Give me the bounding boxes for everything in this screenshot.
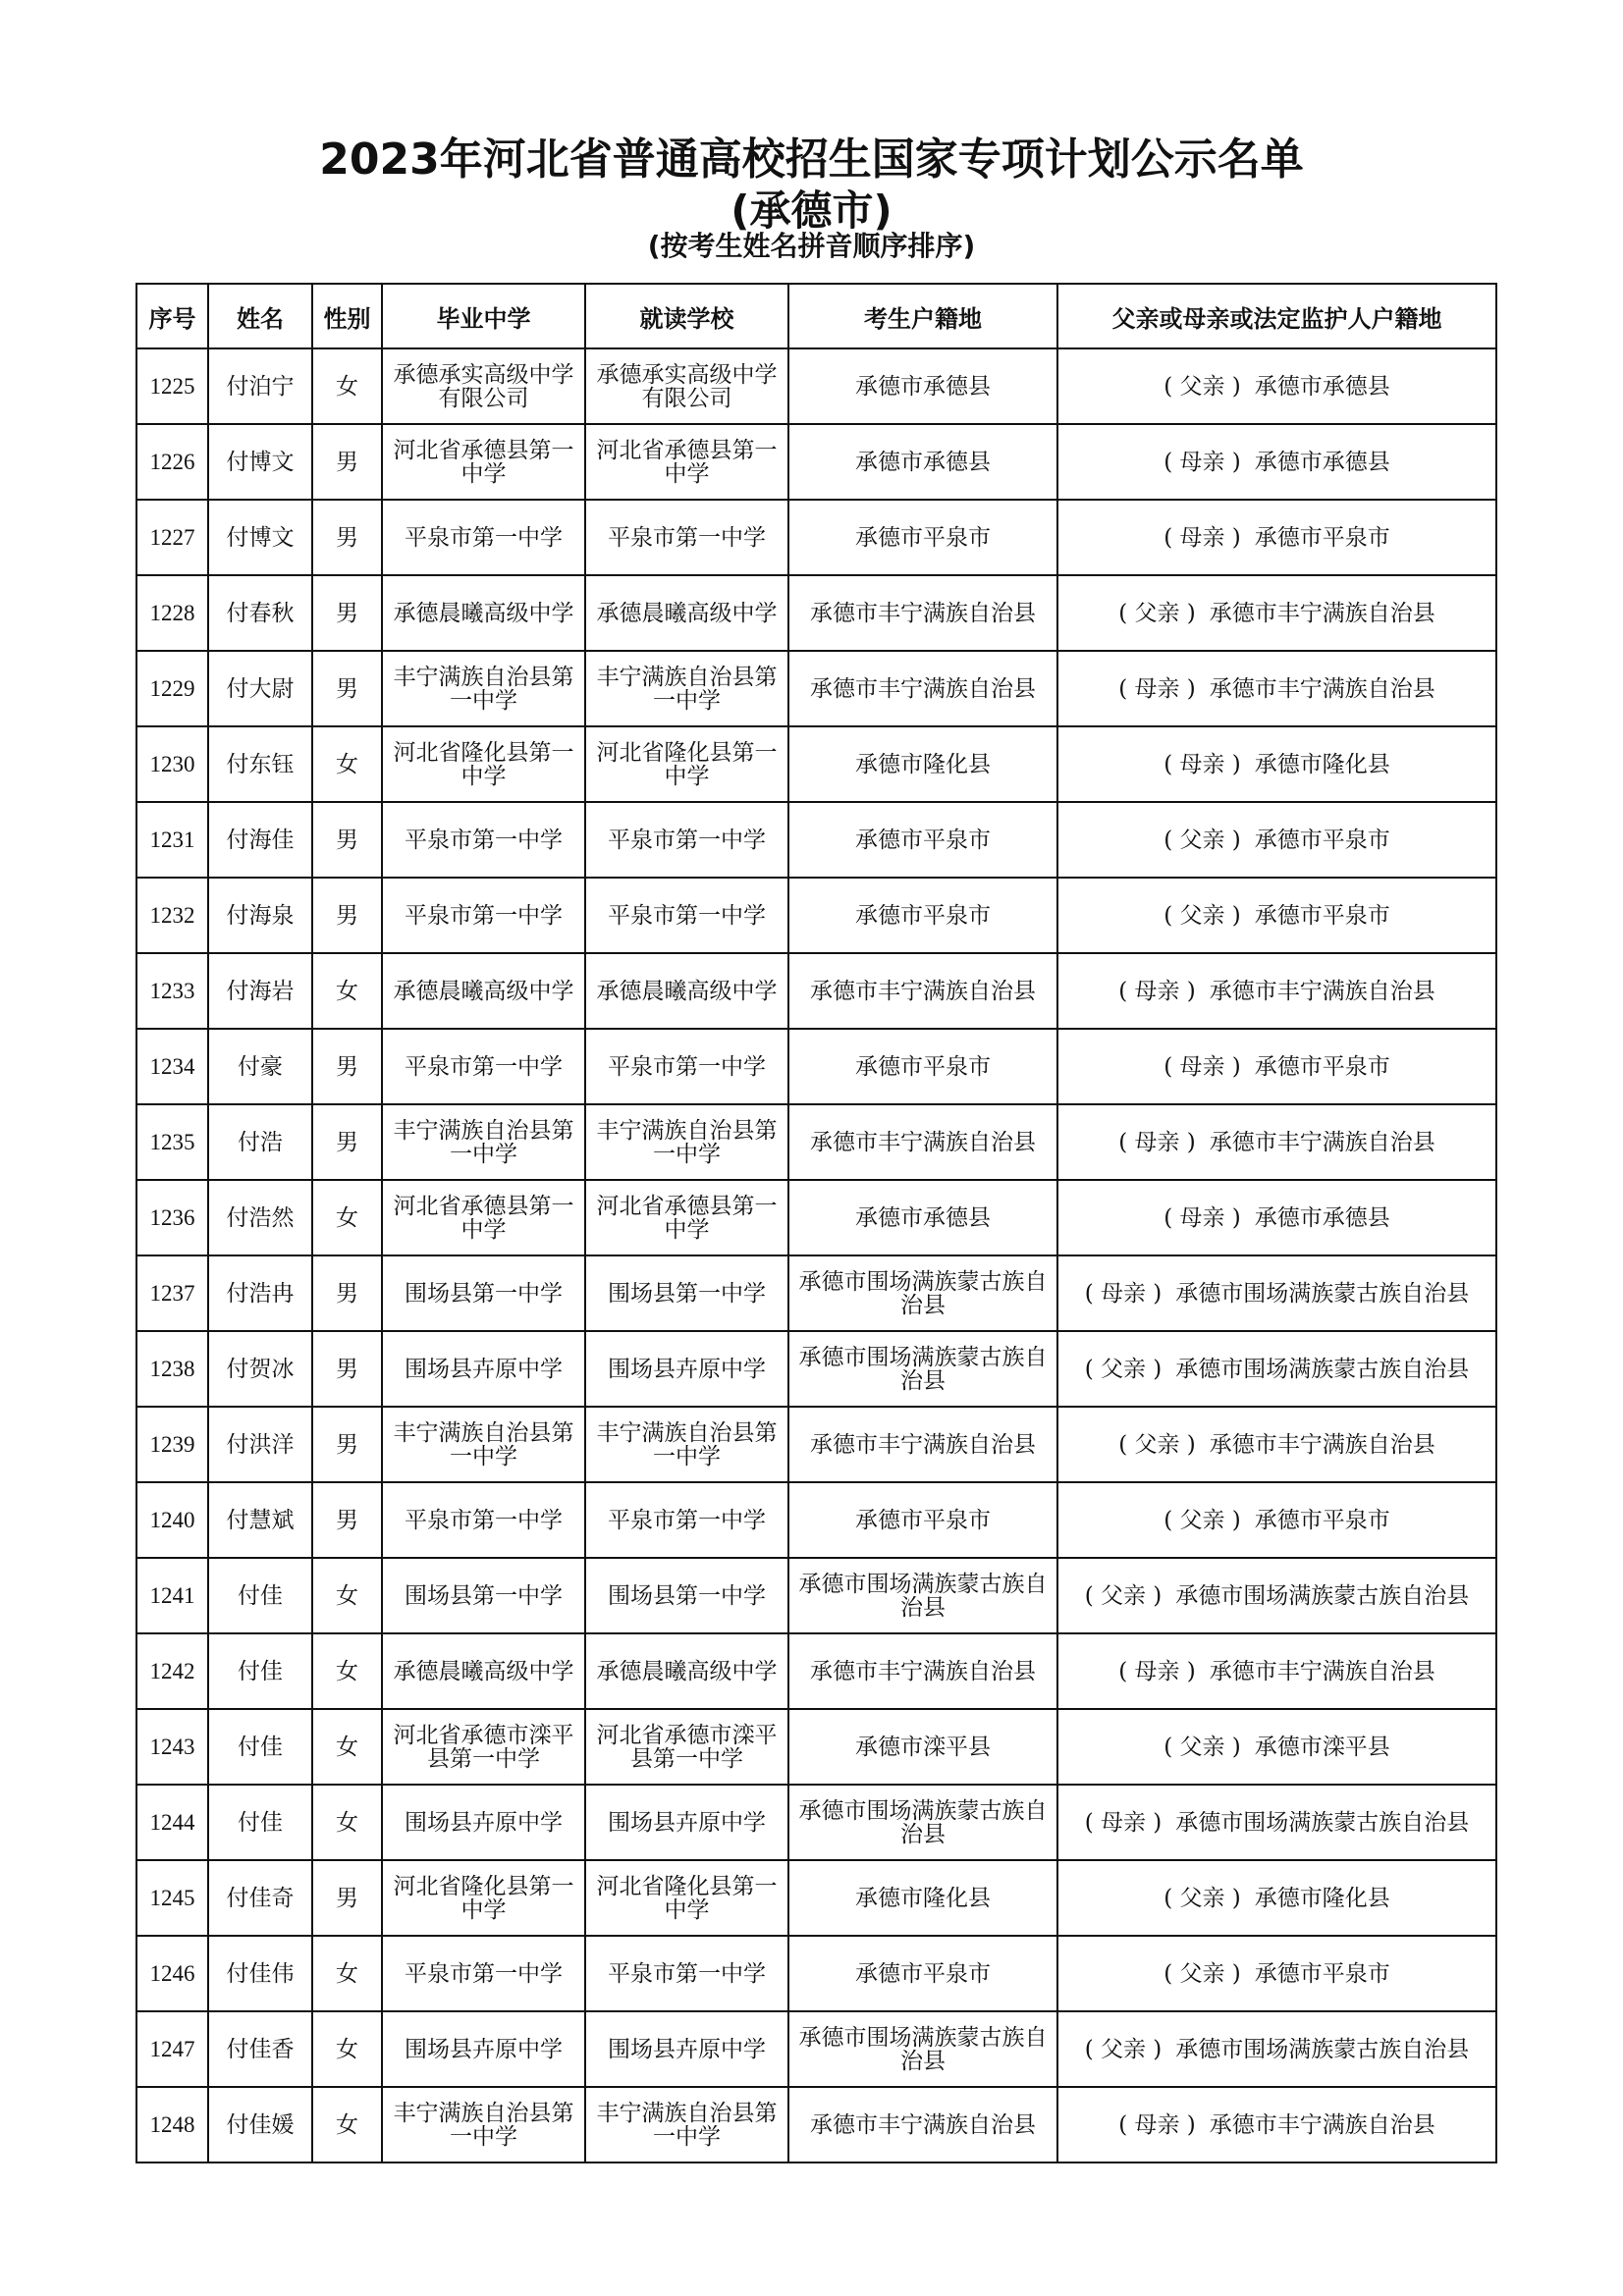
cell-current-school: 河北省承德县第一中学 xyxy=(585,1180,788,1255)
guardian-location: 承德市丰宁满族自治县 xyxy=(1209,675,1435,702)
table-row xyxy=(136,953,1496,1029)
cell-name: 付佳 xyxy=(208,1785,312,1860)
cell-name: 付海佳 xyxy=(208,802,312,878)
table-row xyxy=(136,651,1496,726)
cell-guardian-residence xyxy=(1057,1029,1496,1104)
table-row xyxy=(136,1104,1496,1180)
cell-gender: 男 xyxy=(312,1029,382,1104)
cell-current-school: 平泉市第一中学 xyxy=(585,878,788,953)
cell-id: 1243 xyxy=(136,1709,208,1785)
cell-id: 1232 xyxy=(136,878,208,953)
cell-residence: 承德市隆化县 xyxy=(788,726,1057,802)
cell-name: 付佳媛 xyxy=(208,2087,312,2163)
cell-name: 付海岩 xyxy=(208,953,312,1029)
sort-note: (按考生姓名拼音顺序排序) xyxy=(647,230,976,262)
cell-residence: 承德市围场满族蒙古族自治县 xyxy=(788,1331,1057,1407)
cell-guardian-residence xyxy=(1057,1255,1496,1331)
guardian-location: 承德市平泉市 xyxy=(1254,1053,1390,1080)
table-row xyxy=(136,1482,1496,1558)
table-row xyxy=(136,726,1496,802)
cell-grad-school: 围场县卉原中学 xyxy=(382,2011,585,2087)
cell-id: 1237 xyxy=(136,1255,208,1331)
cell-id: 1236 xyxy=(136,1180,208,1255)
guardian-location: 承德市围场满族蒙古族自治县 xyxy=(1175,2036,1470,2062)
table-row xyxy=(136,878,1496,953)
cell-id: 1248 xyxy=(136,2087,208,2163)
guardian-location: 承德市围场满族蒙古族自治县 xyxy=(1175,1582,1470,1609)
cell-residence: 承德市围场满族蒙古族自治县 xyxy=(788,1558,1057,1633)
cell-gender: 男 xyxy=(312,424,382,500)
cell-grad-school: 丰宁满族自治县第一中学 xyxy=(382,1407,585,1482)
cell-residence: 承德市承德县 xyxy=(788,1180,1057,1255)
cell-grad-school: 河北省承德县第一中学 xyxy=(382,424,585,500)
cell-grad-school: 平泉市第一中学 xyxy=(382,802,585,878)
cell-name: 付泊宁 xyxy=(208,348,312,424)
guardian-relation: ( 父亲 ) xyxy=(1163,1734,1241,1760)
cell-gender: 女 xyxy=(312,348,382,424)
cell-id: 1226 xyxy=(136,424,208,500)
cell-guardian-residence xyxy=(1057,1785,1496,1860)
guardian-relation: ( 父亲 ) xyxy=(1118,600,1196,626)
guardian-location: 承德市平泉市 xyxy=(1254,902,1390,929)
cell-residence: 承德市围场满族蒙古族自治县 xyxy=(788,2011,1057,2087)
cell-id: 1225 xyxy=(136,348,208,424)
cell-current-school: 平泉市第一中学 xyxy=(585,500,788,575)
guardian-relation: ( 父亲 ) xyxy=(1118,1431,1196,1458)
guardian-relation: ( 父亲 ) xyxy=(1084,1356,1163,1382)
table-row xyxy=(136,424,1496,500)
cell-id: 1241 xyxy=(136,1558,208,1633)
cell-current-school: 承德承实高级中学有限公司 xyxy=(585,348,788,424)
table-row xyxy=(136,1407,1496,1482)
cell-current-school: 围场县卉原中学 xyxy=(585,1785,788,1860)
cell-name: 付博文 xyxy=(208,424,312,500)
table-row xyxy=(136,2011,1496,2087)
cell-gender: 女 xyxy=(312,953,382,1029)
cell-grad-school: 丰宁满族自治县第一中学 xyxy=(382,651,585,726)
cell-grad-school: 平泉市第一中学 xyxy=(382,878,585,953)
cell-current-school: 围场县第一中学 xyxy=(585,1255,788,1331)
cell-guardian-residence xyxy=(1057,1407,1496,1482)
cell-id: 1231 xyxy=(136,802,208,878)
guardian-location: 承德市丰宁满族自治县 xyxy=(1209,978,1435,1004)
cell-guardian-residence xyxy=(1057,726,1496,802)
cell-id: 1235 xyxy=(136,1104,208,1180)
guardian-location: 承德市滦平县 xyxy=(1254,1734,1390,1760)
cell-grad-school: 平泉市第一中学 xyxy=(382,1029,585,1104)
cell-gender: 男 xyxy=(312,1407,382,1482)
guardian-relation: ( 父亲 ) xyxy=(1084,2036,1163,2062)
cell-residence: 承德市丰宁满族自治县 xyxy=(788,1633,1057,1709)
guardian-location: 承德市平泉市 xyxy=(1254,1960,1390,1987)
cell-guardian-residence xyxy=(1057,2087,1496,2163)
cell-guardian-residence xyxy=(1057,348,1496,424)
cell-id: 1242 xyxy=(136,1633,208,1709)
page-subtitle: (承德市) xyxy=(730,187,893,235)
cell-name: 付浩冉 xyxy=(208,1255,312,1331)
cell-guardian-residence xyxy=(1057,2011,1496,2087)
cell-gender: 男 xyxy=(312,802,382,878)
cell-guardian-residence xyxy=(1057,1936,1496,2011)
table-header-row xyxy=(136,284,1496,348)
cell-id: 1227 xyxy=(136,500,208,575)
cell-gender: 女 xyxy=(312,1936,382,2011)
cell-current-school: 河北省隆化县第一中学 xyxy=(585,1860,788,1936)
cell-residence: 承德市平泉市 xyxy=(788,500,1057,575)
table-row xyxy=(136,1785,1496,1860)
cell-guardian-residence xyxy=(1057,651,1496,726)
cell-current-school: 丰宁满族自治县第一中学 xyxy=(585,1407,788,1482)
cell-grad-school: 河北省承德市滦平县第一中学 xyxy=(382,1709,585,1785)
cell-name: 付海泉 xyxy=(208,878,312,953)
cell-name: 付大尉 xyxy=(208,651,312,726)
cell-id: 1247 xyxy=(136,2011,208,2087)
table-row xyxy=(136,1936,1496,2011)
cell-residence: 承德市丰宁满族自治县 xyxy=(788,575,1057,651)
cell-name: 付浩然 xyxy=(208,1180,312,1255)
guardian-location: 承德市丰宁满族自治县 xyxy=(1209,1658,1435,1684)
cell-name: 付佳 xyxy=(208,1633,312,1709)
cell-residence: 承德市围场满族蒙古族自治县 xyxy=(788,1785,1057,1860)
roster-table xyxy=(135,283,1497,2163)
guardian-relation: ( 父亲 ) xyxy=(1084,1582,1163,1609)
cell-gender: 男 xyxy=(312,1331,382,1407)
cell-guardian-residence xyxy=(1057,1331,1496,1407)
cell-current-school: 丰宁满族自治县第一中学 xyxy=(585,651,788,726)
cell-gender: 男 xyxy=(312,500,382,575)
cell-current-school: 丰宁满族自治县第一中学 xyxy=(585,2087,788,2163)
guardian-relation: ( 父亲 ) xyxy=(1163,373,1241,400)
cell-grad-school: 围场县卉原中学 xyxy=(382,1331,585,1407)
cell-id: 1245 xyxy=(136,1860,208,1936)
cell-gender: 男 xyxy=(312,1104,382,1180)
table-row xyxy=(136,500,1496,575)
cell-current-school: 平泉市第一中学 xyxy=(585,1029,788,1104)
header-name: 姓名 xyxy=(208,284,312,348)
cell-id: 1230 xyxy=(136,726,208,802)
cell-guardian-residence xyxy=(1057,878,1496,953)
table-row xyxy=(136,1180,1496,1255)
cell-grad-school: 承德晨曦高级中学 xyxy=(382,575,585,651)
cell-name: 付佳 xyxy=(208,1709,312,1785)
header-id: 序号 xyxy=(136,284,208,348)
guardian-relation: ( 母亲 ) xyxy=(1084,1809,1163,1836)
cell-name: 付东钰 xyxy=(208,726,312,802)
cell-gender: 男 xyxy=(312,878,382,953)
cell-name: 付佳 xyxy=(208,1558,312,1633)
guardian-location: 承德市承德县 xyxy=(1254,373,1390,400)
cell-residence: 承德市平泉市 xyxy=(788,1936,1057,2011)
guardian-relation: ( 母亲 ) xyxy=(1118,2111,1196,2138)
header-grad-school: 毕业中学 xyxy=(382,284,585,348)
cell-current-school: 河北省承德县第一中学 xyxy=(585,424,788,500)
cell-id: 1246 xyxy=(136,1936,208,2011)
cell-gender: 女 xyxy=(312,2087,382,2163)
cell-id: 1240 xyxy=(136,1482,208,1558)
cell-name: 付洪洋 xyxy=(208,1407,312,1482)
cell-residence: 承德市丰宁满族自治县 xyxy=(788,1104,1057,1180)
guardian-location: 承德市丰宁满族自治县 xyxy=(1209,600,1435,626)
guardian-relation: ( 母亲 ) xyxy=(1118,675,1196,702)
page-title: 2023年河北省普通高校招生国家专项计划公示名单 xyxy=(319,134,1304,185)
cell-grad-school: 平泉市第一中学 xyxy=(382,1482,585,1558)
cell-guardian-residence xyxy=(1057,1482,1496,1558)
guardian-relation: ( 父亲 ) xyxy=(1163,1885,1241,1911)
guardian-relation: ( 母亲 ) xyxy=(1118,978,1196,1004)
cell-name: 付佳伟 xyxy=(208,1936,312,2011)
cell-current-school: 承德晨曦高级中学 xyxy=(585,1633,788,1709)
cell-id: 1234 xyxy=(136,1029,208,1104)
cell-grad-school: 围场县第一中学 xyxy=(382,1558,585,1633)
table-row xyxy=(136,1331,1496,1407)
cell-name: 付浩 xyxy=(208,1104,312,1180)
guardian-relation: ( 父亲 ) xyxy=(1163,902,1241,929)
cell-grad-school: 河北省隆化县第一中学 xyxy=(382,1860,585,1936)
cell-guardian-residence xyxy=(1057,1709,1496,1785)
cell-residence: 承德市隆化县 xyxy=(788,1860,1057,1936)
guardian-relation: ( 母亲 ) xyxy=(1118,1129,1196,1155)
guardian-location: 承德市围场满族蒙古族自治县 xyxy=(1175,1280,1470,1307)
guardian-relation: ( 母亲 ) xyxy=(1163,751,1241,777)
cell-residence: 承德市滦平县 xyxy=(788,1709,1057,1785)
cell-grad-school: 丰宁满族自治县第一中学 xyxy=(382,2087,585,2163)
cell-name: 付佳奇 xyxy=(208,1860,312,1936)
cell-grad-school: 承德晨曦高级中学 xyxy=(382,953,585,1029)
cell-grad-school: 围场县第一中学 xyxy=(382,1255,585,1331)
cell-residence: 承德市丰宁满族自治县 xyxy=(788,2087,1057,2163)
cell-grad-school: 平泉市第一中学 xyxy=(382,1936,585,2011)
guardian-location: 承德市围场满族蒙古族自治县 xyxy=(1175,1356,1470,1382)
table-row xyxy=(136,575,1496,651)
cell-grad-school: 河北省承德县第一中学 xyxy=(382,1180,585,1255)
cell-grad-school: 丰宁满族自治县第一中学 xyxy=(382,1104,585,1180)
cell-gender: 女 xyxy=(312,2011,382,2087)
cell-name: 付春秋 xyxy=(208,575,312,651)
header-gender: 性别 xyxy=(312,284,382,348)
table-row xyxy=(136,1558,1496,1633)
guardian-relation: ( 母亲 ) xyxy=(1084,1280,1163,1307)
cell-name: 付博文 xyxy=(208,500,312,575)
cell-residence: 承德市丰宁满族自治县 xyxy=(788,953,1057,1029)
guardian-relation: ( 母亲 ) xyxy=(1163,524,1241,551)
cell-residence: 承德市丰宁满族自治县 xyxy=(788,1407,1057,1482)
cell-residence: 承德市承德县 xyxy=(788,424,1057,500)
cell-current-school: 围场县卉原中学 xyxy=(585,2011,788,2087)
cell-current-school: 承德晨曦高级中学 xyxy=(585,953,788,1029)
cell-grad-school: 围场县卉原中学 xyxy=(382,1785,585,1860)
cell-gender: 男 xyxy=(312,1482,382,1558)
guardian-location: 承德市丰宁满族自治县 xyxy=(1209,2111,1435,2138)
cell-gender: 女 xyxy=(312,1785,382,1860)
cell-guardian-residence xyxy=(1057,953,1496,1029)
cell-current-school: 平泉市第一中学 xyxy=(585,1482,788,1558)
cell-gender: 男 xyxy=(312,575,382,651)
cell-residence: 承德市围场满族蒙古族自治县 xyxy=(788,1255,1057,1331)
cell-guardian-residence xyxy=(1057,1180,1496,1255)
guardian-location: 承德市平泉市 xyxy=(1254,827,1390,853)
cell-guardian-residence xyxy=(1057,1633,1496,1709)
table-row xyxy=(136,1860,1496,1936)
cell-guardian-residence xyxy=(1057,500,1496,575)
cell-current-school: 河北省承德市滦平县第一中学 xyxy=(585,1709,788,1785)
table-row xyxy=(136,1255,1496,1331)
guardian-location: 承德市承德县 xyxy=(1254,449,1390,475)
cell-name: 付慧斌 xyxy=(208,1482,312,1558)
cell-current-school: 河北省隆化县第一中学 xyxy=(585,726,788,802)
guardian-location: 承德市丰宁满族自治县 xyxy=(1209,1129,1435,1155)
guardian-location: 承德市隆化县 xyxy=(1254,1885,1390,1911)
cell-gender: 女 xyxy=(312,1180,382,1255)
guardian-location: 承德市围场满族蒙古族自治县 xyxy=(1175,1809,1470,1836)
cell-gender: 女 xyxy=(312,1709,382,1785)
cell-residence: 承德市平泉市 xyxy=(788,802,1057,878)
guardian-location: 承德市承德县 xyxy=(1254,1204,1390,1231)
table-row xyxy=(136,802,1496,878)
cell-grad-school: 平泉市第一中学 xyxy=(382,500,585,575)
cell-name: 付佳香 xyxy=(208,2011,312,2087)
guardian-location: 承德市平泉市 xyxy=(1254,524,1390,551)
guardian-relation: ( 母亲 ) xyxy=(1163,1053,1241,1080)
guardian-relation: ( 父亲 ) xyxy=(1163,827,1241,853)
cell-current-school: 丰宁满族自治县第一中学 xyxy=(585,1104,788,1180)
cell-id: 1229 xyxy=(136,651,208,726)
cell-current-school: 围场县第一中学 xyxy=(585,1558,788,1633)
cell-guardian-residence xyxy=(1057,575,1496,651)
cell-gender: 男 xyxy=(312,651,382,726)
cell-gender: 男 xyxy=(312,1860,382,1936)
cell-gender: 女 xyxy=(312,1633,382,1709)
guardian-relation: ( 母亲 ) xyxy=(1118,1658,1196,1684)
cell-current-school: 围场县卉原中学 xyxy=(585,1331,788,1407)
guardian-relation: ( 父亲 ) xyxy=(1163,1960,1241,1987)
cell-current-school: 平泉市第一中学 xyxy=(585,1936,788,2011)
guardian-relation: ( 父亲 ) xyxy=(1163,1507,1241,1533)
header-current-school: 就读学校 xyxy=(585,284,788,348)
table-row xyxy=(136,2087,1496,2163)
guardian-relation: ( 母亲 ) xyxy=(1163,1204,1241,1231)
cell-guardian-residence xyxy=(1057,1104,1496,1180)
cell-guardian-residence xyxy=(1057,1860,1496,1936)
cell-residence: 承德市承德县 xyxy=(788,348,1057,424)
table-row xyxy=(136,1029,1496,1104)
cell-current-school: 承德晨曦高级中学 xyxy=(585,575,788,651)
cell-grad-school: 承德晨曦高级中学 xyxy=(382,1633,585,1709)
cell-id: 1244 xyxy=(136,1785,208,1860)
header-residence: 考生户籍地 xyxy=(788,284,1057,348)
table-row xyxy=(136,348,1496,424)
cell-guardian-residence xyxy=(1057,1558,1496,1633)
cell-guardian-residence xyxy=(1057,424,1496,500)
cell-grad-school: 河北省隆化县第一中学 xyxy=(382,726,585,802)
cell-residence: 承德市平泉市 xyxy=(788,1482,1057,1558)
cell-current-school: 平泉市第一中学 xyxy=(585,802,788,878)
cell-name: 付豪 xyxy=(208,1029,312,1104)
cell-gender: 女 xyxy=(312,726,382,802)
cell-gender: 男 xyxy=(312,1255,382,1331)
cell-id: 1238 xyxy=(136,1331,208,1407)
guardian-location: 承德市平泉市 xyxy=(1254,1507,1390,1533)
cell-name: 付贺冰 xyxy=(208,1331,312,1407)
cell-id: 1228 xyxy=(136,575,208,651)
cell-residence: 承德市平泉市 xyxy=(788,1029,1057,1104)
cell-id: 1233 xyxy=(136,953,208,1029)
cell-residence: 承德市丰宁满族自治县 xyxy=(788,651,1057,726)
guardian-location: 承德市丰宁满族自治县 xyxy=(1209,1431,1435,1458)
guardian-relation: ( 母亲 ) xyxy=(1163,449,1241,475)
cell-residence: 承德市平泉市 xyxy=(788,878,1057,953)
header-guardian-residence: 父亲或母亲或法定监护人户籍地 xyxy=(1057,284,1496,348)
cell-id: 1239 xyxy=(136,1407,208,1482)
table-row xyxy=(136,1709,1496,1785)
guardian-location: 承德市隆化县 xyxy=(1254,751,1390,777)
cell-gender: 女 xyxy=(312,1558,382,1633)
cell-grad-school: 承德承实高级中学有限公司 xyxy=(382,348,585,424)
table-row xyxy=(136,1633,1496,1709)
cell-guardian-residence xyxy=(1057,802,1496,878)
